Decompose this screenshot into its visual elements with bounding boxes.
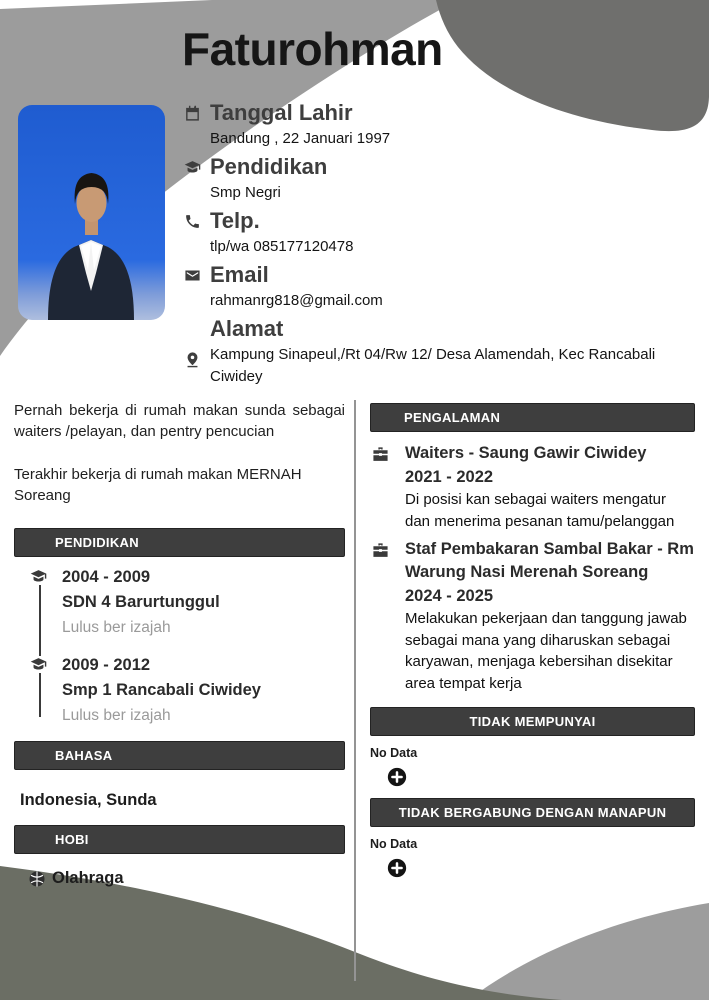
phone-icon bbox=[184, 213, 201, 230]
no-data-label: No Data bbox=[370, 746, 418, 760]
section-title: PENGALAMAN bbox=[404, 410, 501, 425]
education-school: SDN 4 Barurtunggul bbox=[62, 593, 220, 611]
contact-item-education bbox=[210, 152, 704, 204]
contact-item-birthdate bbox=[210, 98, 704, 150]
section-header-pengalaman bbox=[370, 403, 695, 432]
education-note: Lulus ber izajah bbox=[62, 707, 171, 724]
contact-item-address bbox=[210, 314, 704, 388]
summary-section bbox=[14, 400, 345, 506]
contact-value: Bandung , 22 Januari 1997 bbox=[210, 130, 391, 147]
contact-value: Smp Negri bbox=[210, 184, 281, 201]
contact-label: Pendidikan bbox=[210, 154, 328, 179]
experience-description: Melakukan pekerjaan dan tanggung jawab sebagai mana yang diharuskan sebagai karyawan, menjaga kebersihan disekitar area tempat kerja bbox=[405, 610, 687, 692]
experience-description: Di posisi kan sebagai waiters mengatur dan menerima pesanan tamu/pelanggan bbox=[405, 491, 675, 530]
education-entry bbox=[14, 653, 345, 728]
contact-value: Kampung Sinapeul,/Rt 04/Rw 12/ Desa Alamendah, Kec Rancabali Ciwidey bbox=[210, 346, 656, 385]
education-entry bbox=[14, 565, 345, 640]
experience-list bbox=[370, 442, 695, 694]
calendar-icon bbox=[184, 105, 201, 122]
education-period: 2009 - 2012 bbox=[62, 656, 151, 674]
contact-item-phone bbox=[210, 206, 704, 258]
summary-paragraph: Terakhir bekerja di rumah makan MERNAH Soreang bbox=[14, 466, 302, 504]
experience-entry bbox=[370, 442, 695, 532]
experience-entry bbox=[370, 538, 695, 694]
summary-paragraph: Pernah bekerja di rumah makan sunda sebagai waiters /pelayan, dan pentry pencucian bbox=[14, 402, 345, 440]
language-value: Indonesia, Sunda bbox=[20, 791, 157, 809]
page-title: Faturohman bbox=[182, 23, 443, 75]
contact-label: Telp. bbox=[210, 208, 260, 233]
add-item-button[interactable] bbox=[387, 858, 407, 878]
education-school: Smp 1 Rancabali Ciwidey bbox=[62, 681, 261, 699]
education-period: 2004 - 2009 bbox=[62, 568, 151, 586]
section-header-bahasa bbox=[14, 741, 345, 770]
profile-photo bbox=[18, 105, 165, 320]
education-timeline bbox=[14, 565, 345, 728]
experience-title: Staf Pembakaran Sambal Bakar - Rm Warung Nasi Merenah Soreang bbox=[405, 540, 694, 581]
section-header-hobi bbox=[14, 825, 345, 854]
section-header-tidak-bergabung bbox=[370, 798, 695, 827]
profile-photo-image bbox=[18, 105, 165, 320]
experience-period: 2024 - 2025 bbox=[405, 587, 494, 605]
section-title: BAHASA bbox=[55, 748, 113, 763]
no-data-label: No Data bbox=[370, 837, 418, 851]
right-column bbox=[370, 403, 695, 878]
plus-circle-icon bbox=[387, 858, 407, 878]
section-header-pendidikan bbox=[14, 528, 345, 557]
column-divider bbox=[354, 400, 356, 981]
location-pin-icon bbox=[184, 351, 201, 368]
sports-ball-icon bbox=[28, 870, 46, 888]
graduation-cap-icon bbox=[27, 568, 50, 585]
section-title: HOBI bbox=[55, 832, 89, 847]
hobby-value: Olahraga bbox=[52, 869, 124, 887]
plus-circle-icon bbox=[387, 767, 407, 787]
section-header-tidak-mempunyai bbox=[370, 707, 695, 736]
hobby-item bbox=[28, 869, 345, 888]
contact-value: tlp/wa 085177120478 bbox=[210, 238, 354, 255]
graduation-cap-icon bbox=[184, 159, 201, 176]
section-title: TIDAK BERGABUNG DENGAN MANAPUN bbox=[398, 805, 667, 820]
contact-section bbox=[210, 98, 704, 390]
email-icon bbox=[184, 267, 201, 284]
section-title: TIDAK MEMPUNYAI bbox=[469, 714, 596, 729]
experience-title: Waiters - Saung Gawir Ciwidey bbox=[405, 444, 647, 462]
briefcase-icon bbox=[371, 542, 390, 559]
contact-label: Email bbox=[210, 262, 269, 287]
contact-label: Tanggal Lahir bbox=[210, 100, 353, 125]
experience-period: 2021 - 2022 bbox=[405, 468, 494, 486]
contact-label: Alamat bbox=[210, 316, 284, 341]
contact-item-email bbox=[210, 260, 704, 312]
contact-value: rahmanrg818@gmail.com bbox=[210, 292, 383, 309]
add-item-button[interactable] bbox=[387, 767, 407, 787]
left-column bbox=[14, 400, 345, 888]
graduation-cap-icon bbox=[27, 656, 50, 673]
briefcase-icon bbox=[371, 446, 390, 463]
section-title: PENDIDIKAN bbox=[55, 535, 139, 550]
education-note: Lulus ber izajah bbox=[62, 619, 171, 636]
